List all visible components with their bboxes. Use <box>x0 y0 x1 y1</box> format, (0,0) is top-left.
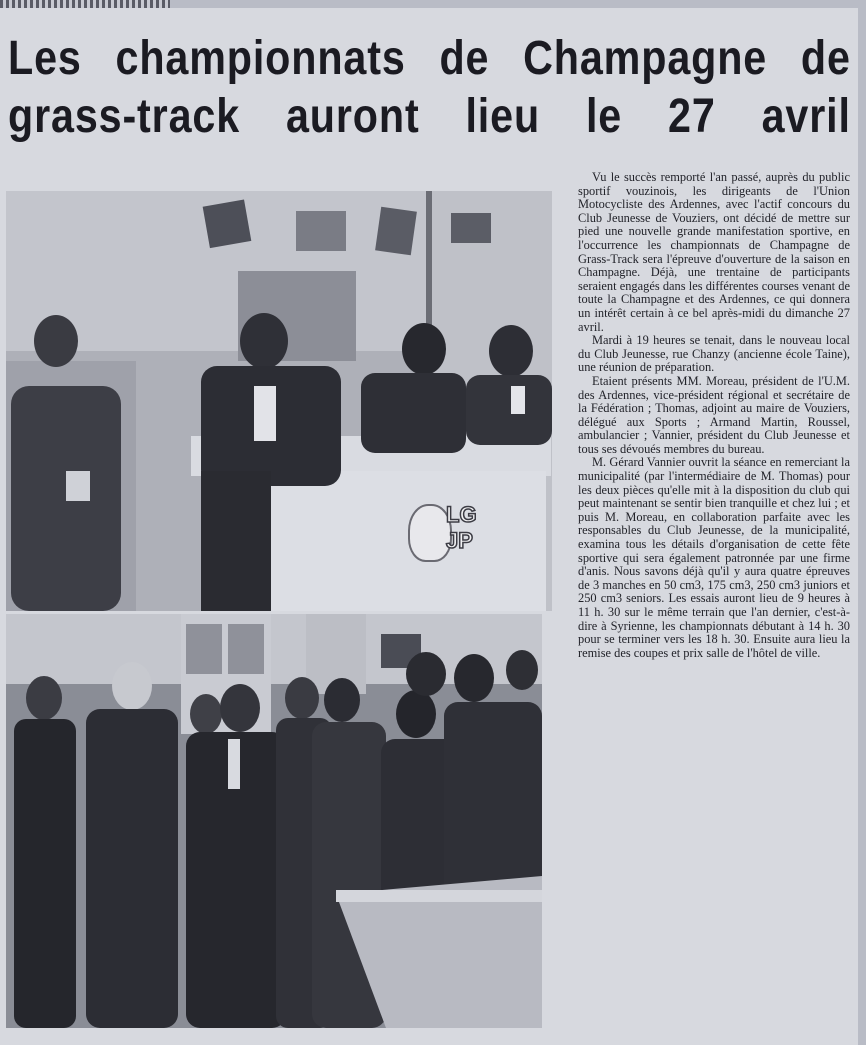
article-paragraph-2: Mardi à 19 heures se tenait, dans le nouveau local du Club Jeunesse, rue Chanzy (ancienne école Taine), une réunion de préparation. <box>578 333 850 375</box>
watermark-text <box>446 502 492 554</box>
article-paragraph-1: Vu le succès remporté l'an passé, auprès du public sportif vouzinois, les dirigeants de l'Union Motocycliste des Ardennes, avec l'actif concours du Club Jeunesse de Vouziers, ont décidé de mettre sur pied une nouvelle grande manifestation sportive, en l'occurrence les championnats de Champagne de Grass-Track sera l'épreuve d'ouverture de la saison en Champagne. Déjà, une trentaine de participants seraient engagés dans les différentes courses venant de toute la Champagne et des Ardennes, ce qui donnera un intérêt certain à ce bel après-midi du dimanche 27 avril. <box>578 170 850 334</box>
article-paragraph-3: Etaient présents MM. Moreau, président de l'U.M. des Ardennes, vice-président régional et secrétaire de la Fédération ; Thomas, adjoint au maire de Vouziers, délégué aux Sports ; Armand Martin, Roussel, ambulancier ; Vannier, président du Club Jeunesse et tous ses dévoués membres du bureau. <box>578 373 850 456</box>
watermark-text-top: LG <box>446 502 477 527</box>
photo-group-standing <box>6 614 542 1028</box>
article-body <box>578 171 850 660</box>
article-paragraph-4: M. Gérard Vannier ouvrit la séance en remerciant la municipalité (par l'intermédiaire de M. Thomas) pour les deux pièces qu'elle mit à la disposition du club qui peut maintenant se sentir bien tranquille et chez lui ; et puis M. Moreau, en collaboration parfaite avec les responsables du Club Jeunesse, de la municipalité, examina tous les détails d'organisation de cette fête sportive qui sera également patronnée par une firme d'anis. Nous savons déjà qu'il y aura quatre épreuves de 3 manches en 50 cm3, 175 cm3, 250 cm3 juniors et 250 cm3 seniors. Les essais auront lieu de 9 heures à 11 h. 30 sur le même terrain que l'an dernier, c'est-à-dire à Syrienne, les championnats débutant à 14 h. 30 pour se terminer vers les 18 h. 30. Ensuite aura lieu la remise des coupes et prix salle de l'hôtel de ville. <box>578 455 850 660</box>
headline-line-1: Les championnats de Champagne de <box>8 32 851 85</box>
lgjp-watermark <box>408 502 492 564</box>
headline-line-2: grass-track auront lieu le 27 avril <box>8 90 851 143</box>
headline <box>8 30 851 146</box>
watermark-text-bottom: JP <box>446 528 473 553</box>
newspaper-clipping <box>0 8 858 1045</box>
photo-group-illustration <box>6 614 542 1028</box>
